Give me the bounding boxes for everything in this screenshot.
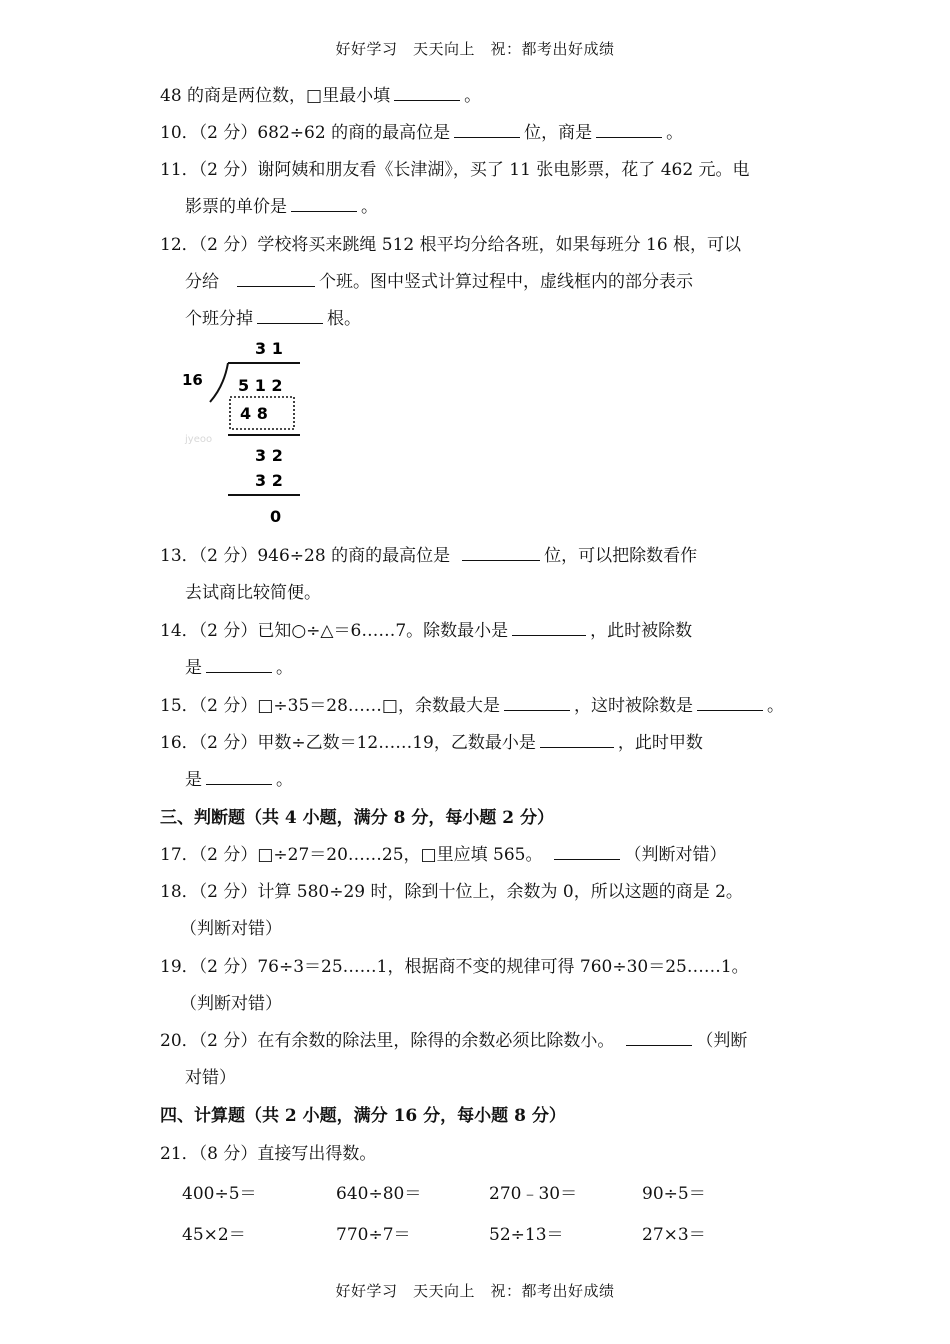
answer-blank[interactable] xyxy=(697,696,763,711)
question-19: 19．（2 分）76÷3＝25……1，根据商不变的规律可得 760÷30＝25……1。 xyxy=(160,957,749,977)
question-11: 11．（2 分）谢阿姨和朋友看《长津湖》，买了 11 张电影票，花了 462 元。电 xyxy=(160,160,750,180)
question-12-line2: 分给 个班。图中竖式计算过程中，虚线框内的部分表示 xyxy=(185,272,693,292)
question-12: 12．（2 分）学校将买来跳绳 512 根平均分给各班，如果每班分 16 根，可以 xyxy=(160,235,742,255)
question-14-line2: 是 。 xyxy=(185,658,293,678)
dividend: 5 1 2 xyxy=(238,376,283,395)
answer-blank[interactable] xyxy=(512,621,586,636)
question-14: 14．（2 分）已知○÷△＝6……7。除数最小是 ，此时被除数 xyxy=(160,621,693,641)
answer-blank[interactable] xyxy=(596,123,662,138)
answer-blank[interactable] xyxy=(554,845,620,860)
answer-blank[interactable] xyxy=(540,733,614,748)
question-13-line2: 去试商比较简便。 xyxy=(185,583,321,603)
calc-item: 45×2＝ xyxy=(182,1225,246,1245)
quotient: 3 1 xyxy=(255,339,283,358)
section-3-heading: 三、判断题（共 4 小题，满分 8 分，每小题 2 分） xyxy=(160,808,554,828)
calc-item: 400÷5＝ xyxy=(182,1184,257,1204)
page-header: 好好学习 天天向上 祝：都考出好成绩 xyxy=(335,40,615,58)
calc-item: 52÷13＝ xyxy=(489,1225,564,1245)
answer-blank[interactable] xyxy=(257,309,323,324)
answer-blank[interactable] xyxy=(504,696,570,711)
calc-item: 90÷5＝ xyxy=(642,1184,706,1204)
question-19-line2: （判断对错） xyxy=(180,994,282,1014)
remainder: 0 xyxy=(270,507,282,526)
divisor: 16 xyxy=(182,371,203,389)
watermark: jyeoo xyxy=(185,434,213,445)
division-bracket xyxy=(210,363,228,402)
long-division-figure xyxy=(172,336,312,532)
answer-blank[interactable] xyxy=(462,546,540,561)
question-20-line2: 对错） xyxy=(185,1068,236,1088)
question-9-tail: 48 的商是两位数，□里最小填 。 xyxy=(160,86,482,106)
question-18: 18．（2 分）计算 580÷29 时，除到十位上，余数为 0，所以这题的商是 2。 xyxy=(160,882,743,902)
question-17: 17．（2 分）□÷27＝20……25，□里应填 565。 （判断对错） xyxy=(160,845,727,865)
calc-item: 770÷7＝ xyxy=(336,1225,411,1245)
answer-blank[interactable] xyxy=(206,770,272,785)
question-10: 10．（2 分）682÷62 的商的最高位是 位，商是 。 xyxy=(160,123,684,143)
question-16-line2: 是 。 xyxy=(185,770,293,790)
answer-blank[interactable] xyxy=(394,86,460,101)
calc-item: 270﹣30＝ xyxy=(489,1184,578,1204)
answer-blank[interactable] xyxy=(237,272,315,287)
question-13: 13．（2 分）946÷28 的商的最高位是 位，可以把除数看作 xyxy=(160,546,698,566)
page-footer: 好好学习 天天向上 祝：都考出好成绩 xyxy=(335,1282,615,1300)
calc-item: 27×3＝ xyxy=(642,1225,706,1245)
question-18-line2: （判断对错） xyxy=(180,919,282,939)
calc-item: 640÷80＝ xyxy=(336,1184,422,1204)
step-product: 3 2 xyxy=(255,471,283,490)
step-dividend: 3 2 xyxy=(255,446,283,465)
section-4-heading: 四、计算题（共 2 小题，满分 16 分，每小题 8 分） xyxy=(160,1106,566,1126)
question-16: 16．（2 分）甲数÷乙数＝12……19，乙数最小是 ，此时甲数 xyxy=(160,733,703,753)
question-12-line3: 个班分掉 根。 xyxy=(185,309,361,329)
answer-blank[interactable] xyxy=(454,123,520,138)
question-15: 15．（2 分）□÷35＝28……□，余数最大是 ，这时被除数是 。 xyxy=(160,696,784,716)
answer-blank[interactable] xyxy=(626,1031,692,1046)
question-20: 20．（2 分）在有余数的除法里，除得的余数必须比除数小。 （判断 xyxy=(160,1031,748,1051)
answer-blank[interactable] xyxy=(291,197,357,212)
boxed-product: 4 8 xyxy=(240,404,268,423)
answer-blank[interactable] xyxy=(206,658,272,673)
question-21: 21．（8 分）直接写出得数。 xyxy=(160,1144,377,1164)
question-11-line2: 影票的单价是 。 xyxy=(185,197,378,217)
